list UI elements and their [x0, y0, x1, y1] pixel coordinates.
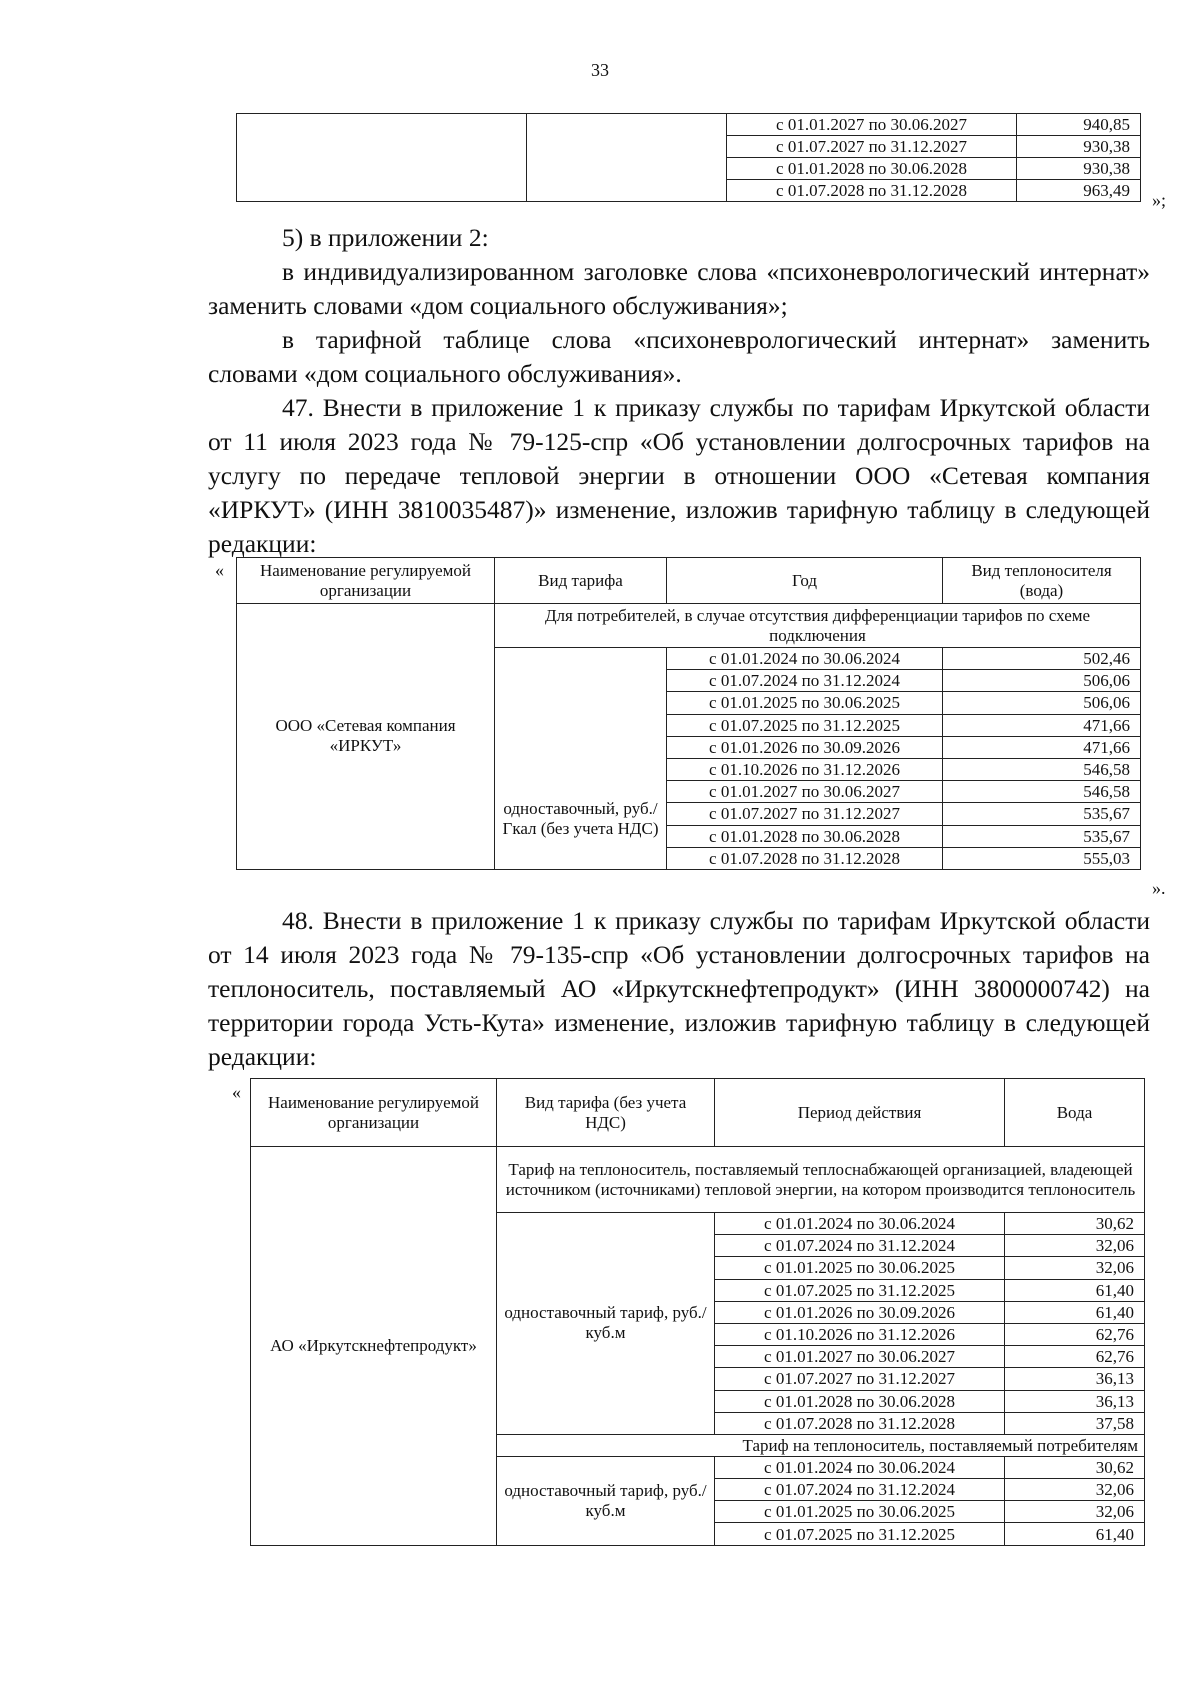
value-cell: 940,85 [1017, 114, 1141, 136]
item-48-text [208, 904, 1150, 1074]
period-cell: с 01.07.2027 по 31.12.2027 [727, 136, 1017, 158]
header-water: Вода [1005, 1079, 1145, 1147]
header-organization: Наименование регулируемой организации [251, 1079, 497, 1147]
organization-name: АО «Иркутскнефтепродукт» [251, 1147, 497, 1546]
value-cell: 32,06 [1005, 1235, 1145, 1257]
group-1-title: Тариф на теплоноситель, поставляемый теплоснабжающей организацией, владеющей источником (источниками) тепловой энергии, на котором производится теплоноситель [497, 1147, 1145, 1213]
header-tariff-type: Вид тарифа (без учета НДС) [497, 1079, 715, 1147]
value-cell: 471,66 [943, 714, 1141, 736]
group-2-title: Тариф на теплоноситель, поставляемый потребителям [497, 1434, 1145, 1456]
period-cell: с 01.07.2025 по 31.12.2025 [715, 1279, 1005, 1301]
value-cell: 32,06 [1005, 1501, 1145, 1523]
period-cell: с 01.01.2028 по 30.06.2028 [715, 1390, 1005, 1412]
period-cell: с 01.07.2024 по 31.12.2024 [667, 670, 943, 692]
value-cell: 61,40 [1005, 1279, 1145, 1301]
period-cell: с 01.01.2025 по 30.06.2025 [715, 1501, 1005, 1523]
period-cell: с 01.10.2026 по 31.12.2026 [715, 1323, 1005, 1345]
period-cell: с 01.01.2027 по 30.06.2027 [715, 1346, 1005, 1368]
period-cell: с 01.01.2024 по 30.06.2024 [715, 1456, 1005, 1478]
empty-tariff-cell [527, 114, 727, 202]
period-cell: с 01.01.2027 по 30.06.2027 [727, 114, 1017, 136]
page-number: 33 [591, 60, 609, 80]
value-cell: 61,40 [1005, 1523, 1145, 1545]
value-cell: 61,40 [1005, 1301, 1145, 1323]
period-cell: с 01.07.2027 по 31.12.2027 [667, 803, 943, 825]
item-47-paragraph: 47. Внести в приложение 1 к приказу службы по тарифам Иркутской области от 11 июля 2023 года № 79-125-спр «Об установлении долгосрочных тарифов на услугу по передаче тепловой энергии в отношении ООО «Сетевая компания «ИРКУТ» (ИНН 3810035487)» изменение, изложив тарифную таблицу в следующей редакции: [208, 393, 1150, 558]
period-cell: с 01.01.2024 по 30.06.2024 [667, 648, 943, 670]
empty-org-cell [237, 114, 527, 202]
header-carrier: Вид теплоносителя (вода) [943, 558, 1141, 604]
section-5-paragraph-1: в индивидуализированном заголовке слова «психоневрологический интернат» заменить словами «дом социального обслуживания»; [208, 257, 1150, 320]
value-cell: 62,76 [1005, 1346, 1145, 1368]
value-cell: 502,46 [943, 648, 1141, 670]
organization-name: ООО «Сетевая компания «ИРКУТ» [237, 604, 495, 870]
value-cell: 546,58 [943, 781, 1141, 803]
period-cell: с 01.01.2028 по 30.06.2028 [667, 825, 943, 847]
value-cell: 62,76 [1005, 1323, 1145, 1345]
tariff-type-cell: одноставочный, руб./Гкал (без учета НДС) [495, 648, 667, 870]
group-1-tariff-type: одноставочный тариф, руб./куб.м [497, 1213, 715, 1435]
header-tariff-type: Вид тарифа [495, 558, 667, 604]
period-cell: с 01.01.2024 по 30.06.2024 [715, 1213, 1005, 1235]
value-cell: 471,66 [943, 736, 1141, 758]
group-title: Для потребителей, в случае отсутствия дифференциации тарифов по схеме подключения [495, 604, 1141, 648]
value-cell: 546,58 [943, 758, 1141, 780]
table-row [237, 114, 1141, 136]
value-cell: 36,13 [1005, 1368, 1145, 1390]
item-48-paragraph: 48. Внести в приложение 1 к приказу службы по тарифам Иркутской области от 14 июля 2023 года № 79-135-спр «Об установлении долгосрочных тарифов на теплоноситель, поставляемый АО «Иркутскнефтепродукт» (ИНН 3800000742) на территории города Усть-Кута» изменение, изложив тарифную таблицу в следующей редакции: [208, 906, 1150, 1071]
period-cell: с 01.07.2028 по 31.12.2028 [715, 1412, 1005, 1434]
period-cell: с 01.07.2024 по 31.12.2024 [715, 1235, 1005, 1257]
period-cell: с 01.01.2025 по 30.06.2025 [715, 1257, 1005, 1279]
value-cell: 535,67 [943, 825, 1141, 847]
value-cell: 963,49 [1017, 180, 1141, 202]
tariff-table-irkutsknefteprodukt [250, 1078, 1145, 1546]
value-cell: 930,38 [1017, 136, 1141, 158]
value-cell: 32,06 [1005, 1479, 1145, 1501]
value-cell: 506,06 [943, 670, 1141, 692]
period-cell: с 01.07.2028 по 31.12.2028 [667, 847, 943, 869]
period-cell: с 01.01.2027 по 30.06.2027 [667, 781, 943, 803]
group-2-tariff-type: одноставочный тариф, руб./куб.м [497, 1456, 715, 1545]
period-cell: с 01.01.2025 по 30.06.2025 [667, 692, 943, 714]
period-cell: с 01.07.2024 по 31.12.2024 [715, 1479, 1005, 1501]
header-period: Период действия [715, 1079, 1005, 1147]
closing-quote-mark: »; [1152, 190, 1167, 210]
period-cell: с 01.01.2026 по 30.09.2026 [667, 736, 943, 758]
period-cell: с 01.07.2025 по 31.12.2025 [667, 714, 943, 736]
value-cell: 555,03 [943, 847, 1141, 869]
group-row [251, 1147, 1145, 1213]
opening-quote-mark-3: « [232, 1082, 241, 1102]
section-5-heading: 5) в приложении 2: [282, 223, 489, 252]
group-row [237, 604, 1141, 648]
value-cell: 506,06 [943, 692, 1141, 714]
header-year: Год [667, 558, 943, 604]
period-cell: с 01.10.2026 по 31.12.2026 [667, 758, 943, 780]
tariff-table-continuation [236, 113, 1141, 202]
period-cell: с 01.01.2028 по 30.06.2028 [727, 158, 1017, 180]
value-cell: 30,62 [1005, 1456, 1145, 1478]
value-cell: 30,62 [1005, 1213, 1145, 1235]
tariff-table-irkut [236, 557, 1141, 870]
value-cell: 37,58 [1005, 1412, 1145, 1434]
opening-quote-mark: « [215, 560, 224, 580]
value-cell: 535,67 [943, 803, 1141, 825]
section-5-text [208, 221, 1150, 561]
period-cell: с 01.07.2025 по 31.12.2025 [715, 1523, 1005, 1545]
period-cell: с 01.07.2027 по 31.12.2027 [715, 1368, 1005, 1390]
section-5-paragraph-2: в тарифной таблице слова «психоневрологический интернат» заменить словами «дом социального обслуживания». [208, 325, 1150, 388]
header-organization: Наименование регулируемой организации [237, 558, 495, 604]
value-cell: 36,13 [1005, 1390, 1145, 1412]
closing-quote-mark-2: ». [1152, 878, 1166, 898]
period-cell: с 01.01.2026 по 30.09.2026 [715, 1301, 1005, 1323]
value-cell: 930,38 [1017, 158, 1141, 180]
value-cell: 32,06 [1005, 1257, 1145, 1279]
period-cell: с 01.07.2028 по 31.12.2028 [727, 180, 1017, 202]
